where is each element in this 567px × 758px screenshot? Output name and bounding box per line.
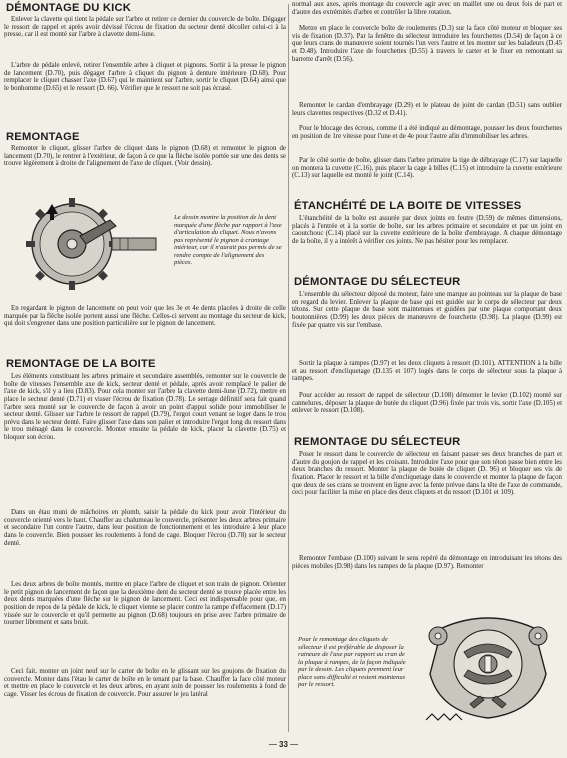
- gearbox-paragraph-2: Dans un étau muni de mâchoires en plomb, saisir la pédale du kick pour avoir l'intérieur du couvercle orienté vers le haut. Chauffer au chalumeau le couvercle, présenter les deux arbres primaire et secondaire l'un contre l'autre, dans leur position de fonctionnement et les introduire à leur place dans le couvercle. Bien pousser les roulements à fond de cage. Bloquer l'écrou (D.78) sur le secteur denté.: [4, 509, 286, 547]
- selector-plate-drawing: [418, 600, 560, 730]
- kick-paragraph-2: L'arbre de pédale enlevé, retirer l'ensemble arbre à cliquet et pignons. Sortir à la presse le pignon de lancement (D.70), puis dégager l'arbre à cliquet du pignon à denture intérieure (D.68). Pour remplacer le cliquet chasser l'axe (D.67) qui le maintient sur l'arbre, sortir le cliquet (D.64) ainsi que le bonhomme (D.65) et le ressort (D. 66). Vérifier que le ressort ne soit pas écrasé.: [4, 62, 286, 92]
- selector-disassembly-paragraph-3: Pour accéder au ressort de rappel de sélecteur (D.108) démonter le levier (D.102) monté sur cannelures, déposer la plaque de butée du cliquet (D.96) fixée par trois vis, sortir l'axe (D.105) et enlever le ressort (D.108).: [292, 392, 562, 415]
- right-paragraph-2: Mettre en place le couvercle boîte de roulements (D.3) sur la face côté moteur et bloquer ses vis de fixation (D.37). Par la fenêtre du sélecteur introduire les fourchettes (D.54) de façon à ce que leurs crans de manœuvre soient tournés l'un vers l'autre et les monter sur les baladeurs (D.45 et D.48). Introduire l'axe de fourchettes (D.55) à travers le carter et le fixer en remontant sa barrette d'arrêt (D.56).: [292, 25, 562, 63]
- selector-reassembly-heading: REMONTAGE DU SÉLECTEUR: [294, 436, 461, 448]
- sealing-paragraph: L'étanchéité de la boîte est assurée par deux joints en feutre (D.59) de mêmes dimensions, placés à l'entrée et à la sortie de boîte, sur les arbres primaire et secondaire et par un joint en caoutchouc (C.14) placé sur la cuvette extérieure de la boîte d'embrayage. A chaque démontage de la boîte, il y a intérêt à vérifier ces joints. Ne pas hésiter pour les remplacer.: [292, 215, 562, 245]
- gearbox-paragraph-3: Les deux arbres de boîte montés, mettre en place l'arbre de cliquet et son train de pignon. Orienter le petit pignon de lancement de façon que la deuxième dent du secteur denté se trouve placée entre les deux dents marquées d'une flèche sur le pignon de lancement. Ceci est indispensable pour que, en position de repos de la pédale de kick, le cliquet vienne se placer contre la rampe d'effacement (D.17) vissée sur le couvercle et qu'il permette au pignon (D.68) toujours en prise avec l'arbre primaire de tourner librement et sans bruit.: [4, 581, 286, 627]
- selector-reassembly-paragraph-2: Remonter l'embase (D.100) suivant le sens repéré du démontage en introduisant les tétons des pièces mobiles (D.98) dans les rampes de la plaque (D.97). Remonter: [292, 555, 562, 570]
- right-paragraph-4: Pour le blocage des écrous, comme il a été indiqué au démontage, pousser les deux fourchettes en position de 1re vitesse pour l'une et de 4e pour l'autre afin d'immobiliser les arbres.: [292, 125, 562, 140]
- kick-gear-figure: [12, 190, 162, 298]
- right-paragraph-3: Remonter le cardan d'embrayage (D.29) et le plateau de joint de cardan (D.51) sans oublier leurs clavettes respectives (D.32 et D.41).: [292, 102, 562, 117]
- sealing-heading: ÉTANCHÉITÉ DE LA BOITE DE VITESSES: [294, 200, 522, 212]
- reassembly-heading: REMONTAGE: [6, 131, 80, 143]
- page-number: 33: [279, 740, 288, 749]
- selector-disassembly-paragraph-2: Sortir la plaque à rampes (D.97) et les deux cliquets à ressort (D.101). ATTENTION à la bille et au ressort d'encliquetage (D.135 et 107) logés dans le corps de sélecteur sous la plaque à rampes.: [292, 360, 562, 383]
- gearbox-paragraph-4: Ceci fait, monter un joint neuf sur le carter de boîte en le glissant sur les goujons de fixation du couvercle. Monter dans l'étau le carter de boîte en le tenant par la base. Chauffer la face côté moteur et mettre en place le couvercle et les deux arbres, en ayant soin de pousser les roulements à fond de cage. Visser les écrous de fixation de couvercle. Pour assurer le jeu latéral: [4, 668, 286, 698]
- kick-paragraph-1: Enlever la clavette qui tient la pédale sur l'arbre et retirer ce dernier du couvercle de boîte. Dégager le ressort de rappel et après avoir dévissé l'écrou de fixation du secteur denté décoller celui-ci à la presse, car il est monté sur l'arbre à clavette demi-lune.: [4, 16, 286, 39]
- selector-plate-figure: [418, 600, 560, 730]
- reassembly-paragraph-2: En regardant le pignon de lancement on peut voir que les 3e et 4e dents placées à droite de celle marquée par la flèche isolée portent aussi une flèche. Celles-ci servent au montage du secteur de kick, qui doit s'engrener dans une position particulière sur le pignon de lancement.: [4, 305, 286, 328]
- kick-figure-caption: Le dessin montre la position de la dent marquée d'une flèche par rapport à l'axe d'articulation du cliquet. Nous n'avons pas représenté le pignon à crantage intérieur, car il n'aurait pas permis de se rendre compte de l'alignement des pièces.: [174, 214, 282, 267]
- selector-disassembly-heading: DÉMONTAGE DU SÉLECTEUR: [294, 276, 461, 288]
- gearbox-paragraph-1: Les éléments constituant les arbres primaire et secondaire assemblés, remonter sur le couvercle de boîte de vitesses l'ensemble axe de kick, secteur denté et pédale, après avoir remplacé le palier de l'axe de kick, s'il y a lieu (D.83). Pour cela monter sur l'arbre la clavette demi-lune (D.72), mettre en place le secteur denté (D.71) et visser l'écrou de fixation (D.78). Le serrage définitif sera fait quand l'arbre sera monté sur le couvercle de façon à avoir un point d'appui solide pour immobiliser le secteur denté. Glisser sur l'arbre le ressort de rappel (D.79), l'ergot court venant se loger dans le trou prévu dans le secteur denté. Faire glisser l'axe dans son palier et introduire l'ergot long du ressort dans le trou ménagé dans le couvercle. Monter ensuite la pédale de kick, placer la clavette (D.75) et bloquer son écrou.: [4, 373, 286, 441]
- reassembly-paragraph-1: Remonter le cliquet, glisser l'arbre de cliquet dans le pignon (D.68) et remonter le pignon de lancement (D.70), le rentrer à l'extérieur, de façon à ce que la flèche isolée portée sur une des dents se trouve légèrement à droite de l'alignement de l'axe de cliquet. (Voir dessin).: [4, 145, 286, 168]
- selector-disassembly-paragraph-1: L'ensemble du sélecteur déposé du moteur, faire une marque au pointeau sur la plaque de base en regard du levier. Enlever la plaque de base qui est guidée sur le corps de sélecteur par deux tétons. Sur cette plaque de base sont maintenues et guidées par une plaque comportant deux boutonnières (D.99) les deux pièces de manœuvre de fourchette (D.98). La plaque (D.99) est fixée par quatre vis sur l'embase.: [292, 291, 562, 329]
- footer-dash-right: —: [287, 740, 299, 749]
- right-paragraph-1: normal aux axes, après montage du couvercle agir avec un maillet une ou deux fois de part et d'autre des extrémités d'arbre et contrôler la libre rotation.: [292, 1, 562, 16]
- selector-figure-caption: Pour le remontage des cliquets de sélecteur il est préférable de disposer la raineure de l'axe par rapport au cran de la plaque à rampes, de la façon indiquée par le dessin. Les cliquets prennent leur place sans difficulté et restent maintenus par le ressort.: [298, 636, 406, 689]
- kick-gear-drawing: [12, 190, 162, 298]
- footer-dash-left: —: [268, 740, 280, 749]
- right-paragraph-5: Par le côté sortie de boîte, glisser dans l'arbre primaire la tige de débrayage (C.17) sur laquelle on montera la cuvette (C.16), puis placer la cage à billes (C.15) et introduire la cuvette extérieure (C.13) sur laquelle est monté le joint (C.14).: [292, 157, 562, 180]
- gearbox-reassembly-heading: REMONTAGE DE LA BOITE: [6, 358, 156, 370]
- column-divider: [288, 4, 289, 732]
- page-footer: [0, 740, 567, 749]
- kick-disassembly-heading: DÉMONTAGE DU KICK: [6, 2, 132, 14]
- selector-reassembly-paragraph-1: Poser le ressort dans le couvercle de sélecteur en faisant passer ses deux branches de part et d'autre du goujon de rappel et les croisant. Introduire l'axe pour que son téton passe bien entre les deux branches du ressort. Monter la plaque de butée de cliquet (D. 96) et bloquer ses vis de fixation. Placer le ressort et la bille d'encliquetage dans le couvercle et monter la plaque de façon que deux de ses crans se trouvent en ligne avec la fente prévue dans la tête de l'axe de commande, ceci pour faciliter la mise en place des deux cliquets et du ressort (D.101 et 109).: [292, 451, 562, 497]
